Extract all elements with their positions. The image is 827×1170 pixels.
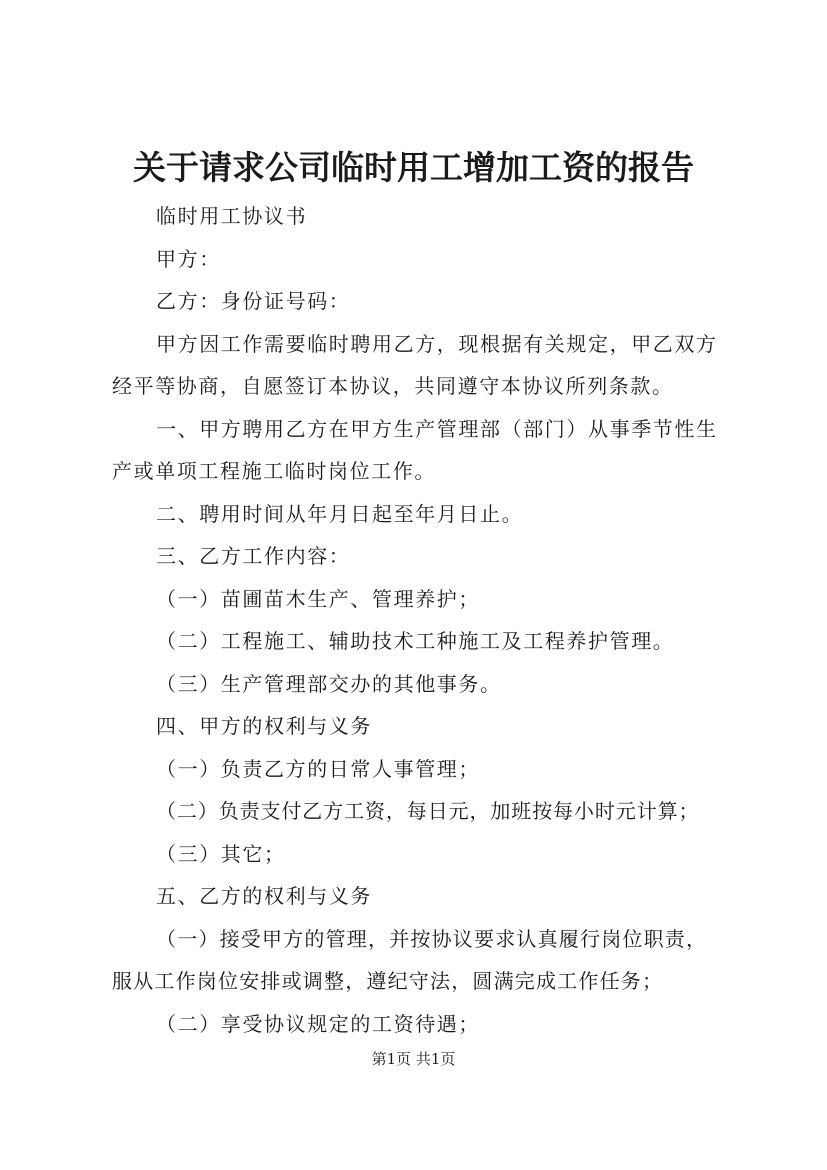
paragraph-clause-5-item-1-line-1: （一）接受甲方的管理，并按协议要求认真履行岗位职责，: [156, 926, 708, 951]
paragraph-clause-1-line-1: 一、甲方聘用乙方在甲方生产管理部（部门）从事季节性生: [156, 416, 718, 441]
paragraph-party-a: 甲方：: [156, 246, 221, 271]
paragraph-intro-line-2: 经平等协商，自愿签订本协议，共同遵守本协议所列条款。: [112, 374, 674, 398]
page-footer: 第1页 共1页: [371, 1050, 456, 1068]
paragraph-clause-3-item-2: （二）工程施工、辅助技术工种施工及工程养护管理。: [156, 629, 675, 653]
paragraph-party-b: 乙方：身份证号码：: [156, 289, 351, 313]
paragraph-clause-3-item-1: （一）苗圃苗木生产、管理养护；: [156, 586, 480, 611]
document-title: 关于请求公司临时用工增加工资的报告: [133, 148, 694, 187]
paragraph-clause-5-item-2: （二）享受协议规定的工资待遇；: [156, 1011, 480, 1036]
paragraph-clause-4-item-1: （一）负责乙方的日常人事管理；: [156, 756, 480, 781]
paragraph-clause-4-item-2: （二）负责支付乙方工资，每日元，加班按每小时元计算；: [156, 799, 700, 823]
paragraph-clause-5: 五、乙方的权利与义务: [156, 884, 372, 908]
paragraph-clause-4-item-3: （三）其它；: [156, 841, 286, 866]
paragraph-clause-5-item-1-line-2: 服从工作岗位安排或调整，遵纪守法，圆满完成工作任务；: [112, 969, 664, 993]
paragraph-clause-3-item-3: （三）生产管理部交办的其他事务。: [156, 671, 502, 696]
paragraph-clause-2: 二、聘用时间从年月日起至年月日止。: [156, 501, 524, 526]
paragraph-clause-3: 三、乙方工作内容：: [156, 544, 351, 568]
paragraph-clause-4: 四、甲方的权利与义务: [156, 714, 372, 738]
document-body: [112, 195, 742, 1045]
paragraph-intro-line-1: 甲方因工作需要临时聘用乙方，现根据有关规定，甲乙双方: [156, 331, 718, 356]
paragraph-agreement-heading: 临时用工协议书: [156, 204, 308, 228]
paragraph-clause-1-line-2: 产或单项工程施工临时岗位工作。: [112, 459, 436, 483]
